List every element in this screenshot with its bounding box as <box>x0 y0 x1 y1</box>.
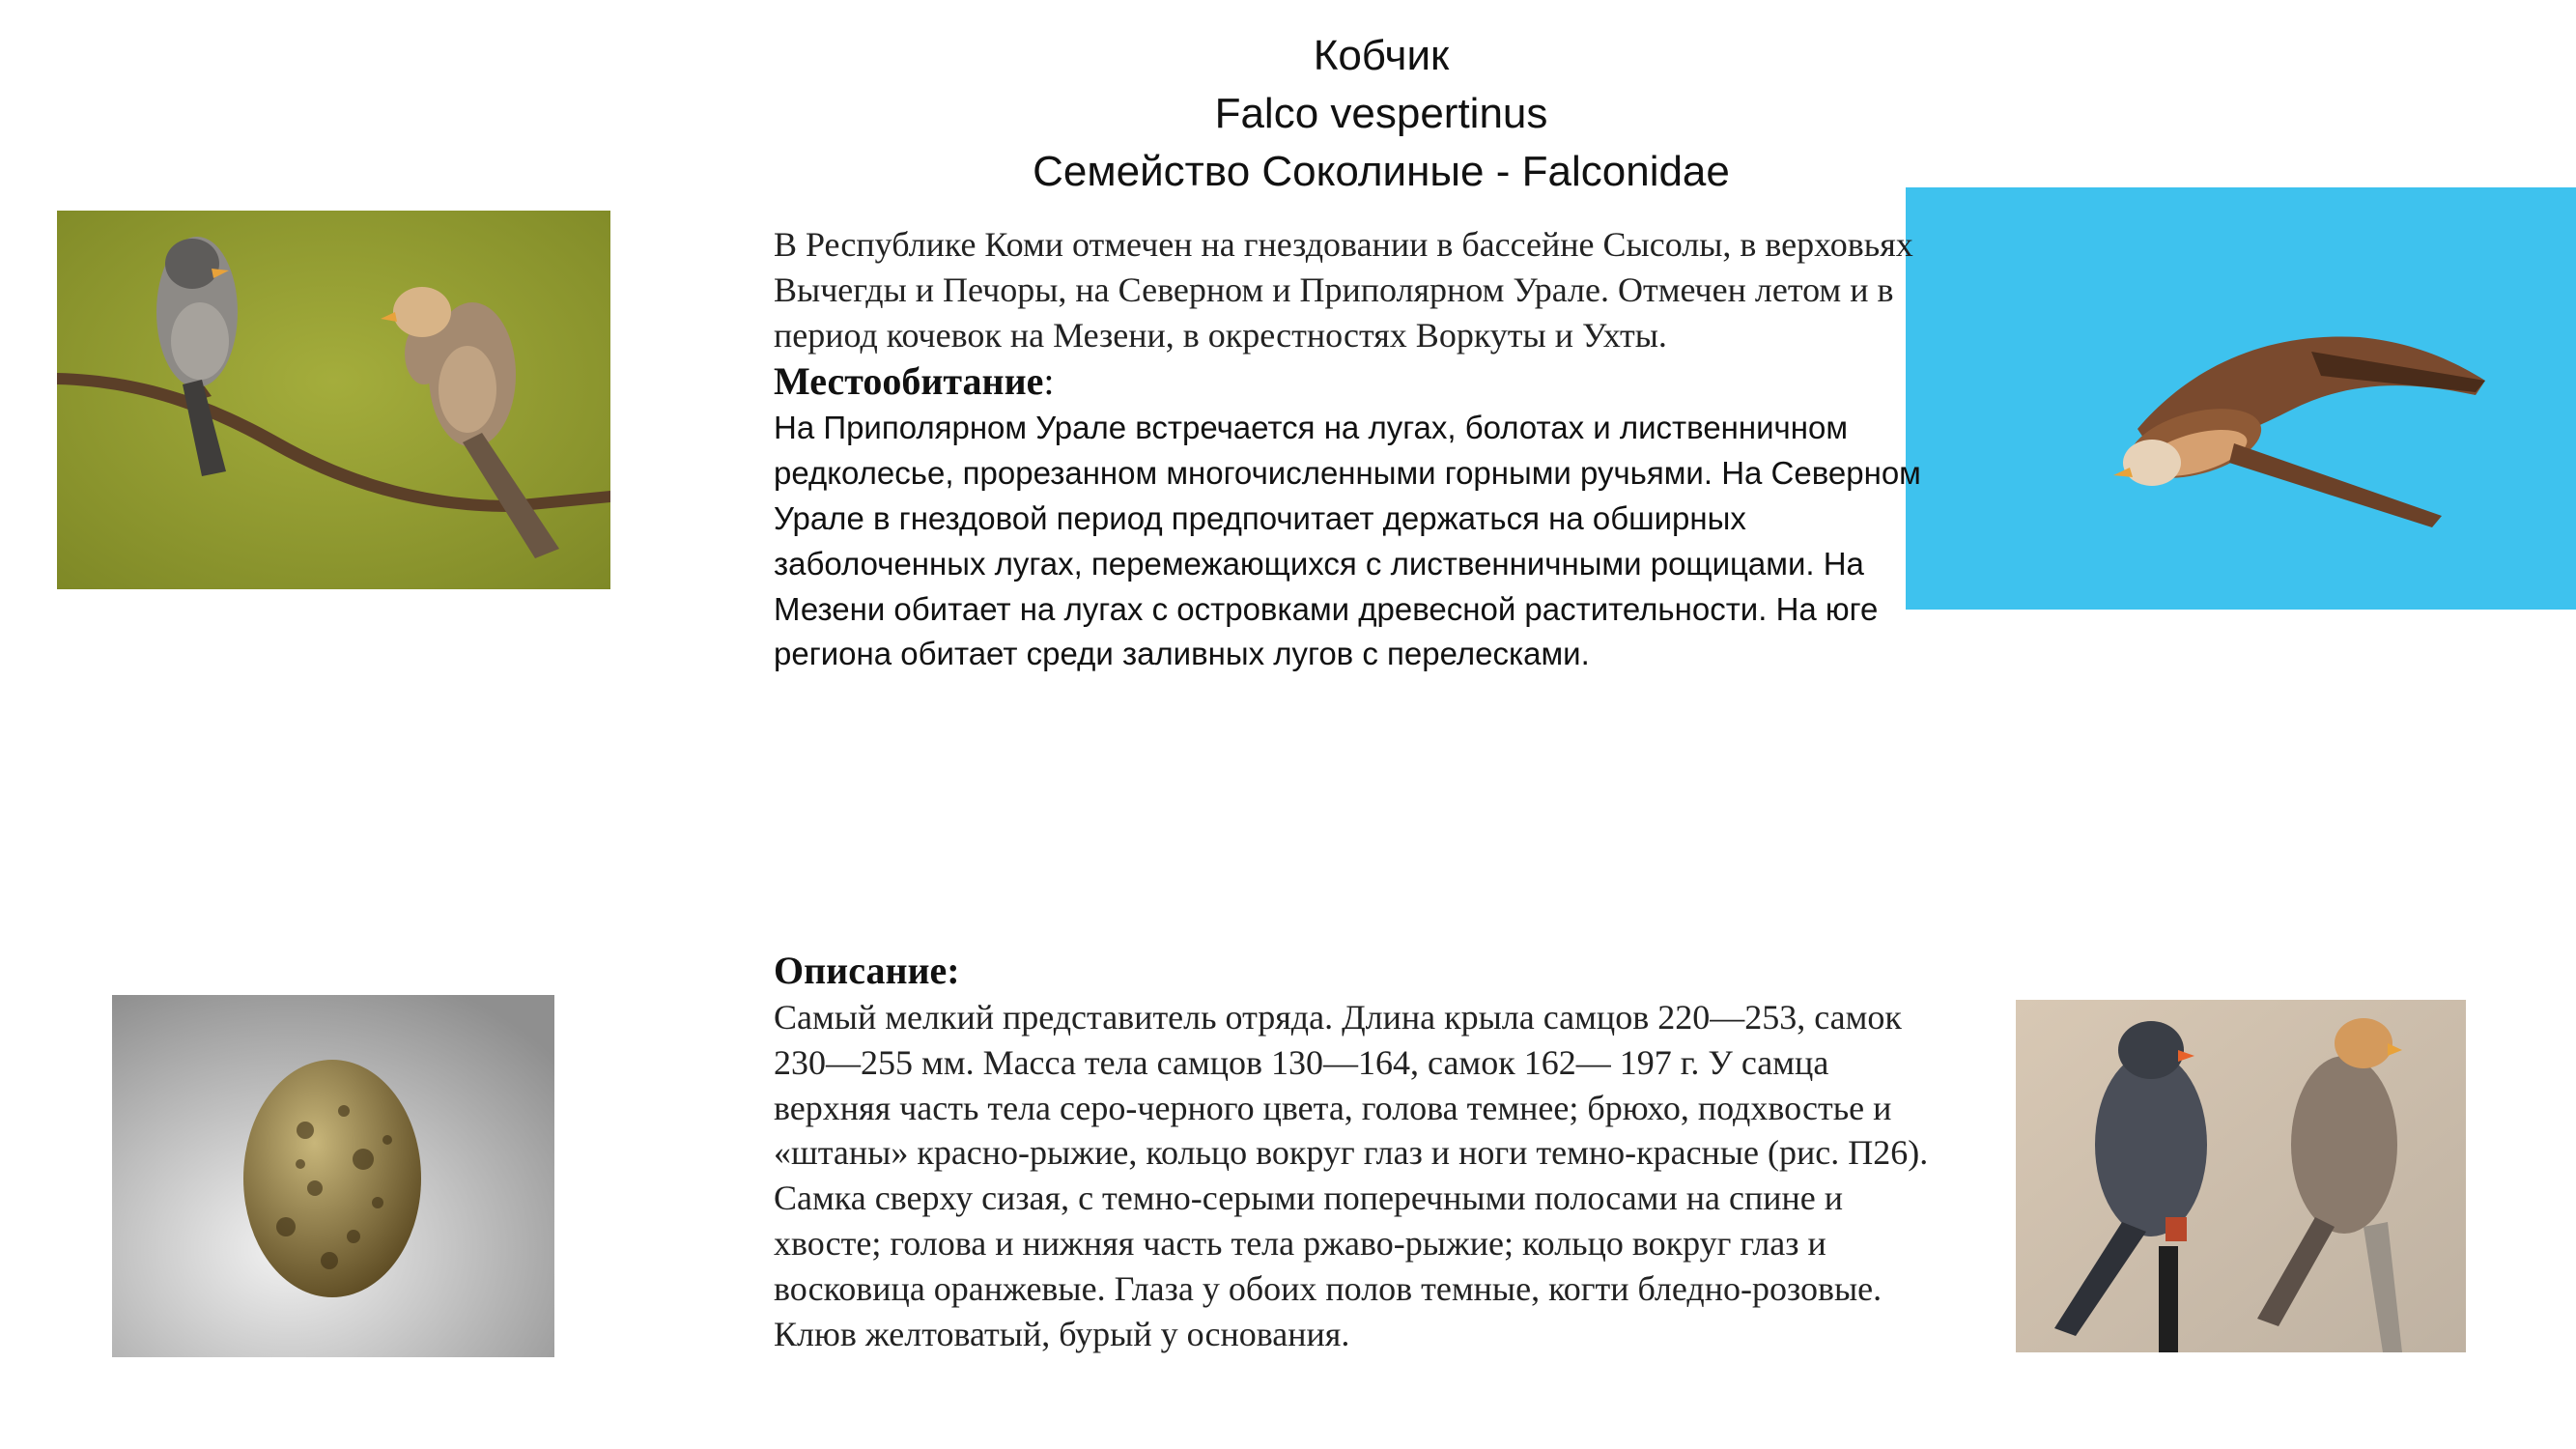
title-block <box>0 27 2576 201</box>
intro-block <box>774 222 1933 677</box>
description-paragraph: Самый мелкий представитель отряда. Длина крыла самцов 220—253, самок 230—255 мм. Масса тела самцов 130—164, самок 162— 197 г. У самца верхняя часть тела серо-черного цвета, голова темнее; брюхо, подхвостье и «штаны» красно-рыжие, кольцо вокруг глаз и ноги темно-красные (рис. П26). Самка сверху сизая, с темно-серыми поперечными полосами на спине и хвосте; голова и нижняя часть тела ржаво-рыжие; кольцо вокруг глаз и восковица оранжевые. Глаза у обоих полов темные, когти бледно-розовые. Клюв желтоватый, бурый у основания. <box>774 998 1929 1353</box>
description-heading: Описание: <box>774 949 960 992</box>
description-block <box>774 947 1933 1356</box>
photo-falcon-in-flight <box>1906 187 2576 610</box>
photo-falcons-on-perch <box>2016 1000 2466 1352</box>
habitat-heading-text: Местообитание <box>774 359 1044 404</box>
distribution-paragraph: В Республике Коми отмечен на гнездовании в бассейне Сысолы, в верховьях Вычегды и Печоры, на Северном и Приполярном Урале. Отмечен летом и в период кочевок на Мезени, в окрестностях Воркуты и Ухты. <box>774 225 1913 355</box>
photo-egg <box>112 995 554 1357</box>
habitat-heading-colon: : <box>1043 359 1055 404</box>
habitat-paragraph: На Приполярном Урале встречается на лугах, болотах и лиственничном редколесье, прорезанном многочисленными горными ручьями. На Северном Урале в гнездовой период предпочитает держаться на обширных заболоченных лугах, перемежающихся с лиственничными рощицами. На Мезени обитает на лугах с островками древесной растительности. На юге региона обитает среди заливных лугов с перелесками. <box>774 410 1921 672</box>
latin-name: Falco vespertinus <box>1214 90 1548 137</box>
habitat-heading <box>774 357 1933 406</box>
family-name: Семейство Соколиные - Falconidae <box>1033 148 1730 195</box>
photo-falcons-on-branch <box>57 211 610 589</box>
common-name: Кобчик <box>1313 32 1450 79</box>
